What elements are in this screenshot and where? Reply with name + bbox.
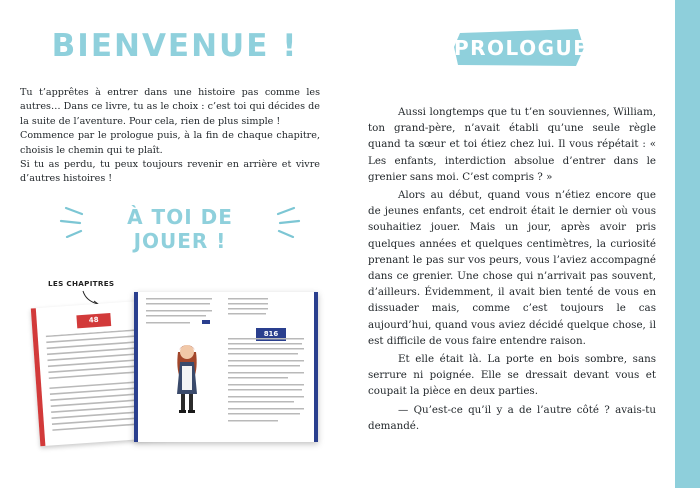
prologue-heading xyxy=(454,29,589,67)
teal-side-strip xyxy=(675,0,700,488)
path-number-tag: 816 xyxy=(256,328,286,341)
prologue-story xyxy=(368,104,656,436)
story-paragraph-3: Et elle était là. La porte en bois sombre, sans serrure ni poignée. Elle se dressait devant vous et coupait la pièce en deux parties. xyxy=(368,353,656,398)
girl-character-illustration xyxy=(170,338,204,418)
intro-paragraph-3: Si tu as perdu, tu peux toujours revenir en arrière et vivre d’autres histoires ! xyxy=(20,159,320,185)
chapter-number-tag: 48 xyxy=(76,313,111,328)
story-paragraph-4: — Qu’est-ce qu’il y a de l’autre côté ? avais-tu demandé. xyxy=(368,403,656,432)
intro-paragraph-1: Tu t’apprêtes à entrer dans une histoire pas comme les autres… Dans ce livre, tu as le choix : c’est toi qui décides de la suite de l’aventure. Pour cela, rien de plus simple ! xyxy=(20,87,320,127)
play-heading xyxy=(58,200,302,253)
story-paragraph-2: Alors au début, quand vous n’étiez encore que de jeunes enfants, cet endroit était le dernier où vous souhaitiez jouer. Mais un jour, après avoir pris quelques années et quelques centimètres, la curiosité prenant le pas sur vos peurs, vous l’aviez accompagné dans ce grenier. Une chose qui n’arrivait pas souvent, d’ailleurs. Évidemment, il avait bien tenté de vous en dissuader mais, comme c’est toujours le cas aujourd’hui, quand vous aviez décidé quelque chose, il est difficile de vous faire entendre raison. xyxy=(368,189,656,347)
chapters-label: LES CHAPITRES xyxy=(48,279,115,288)
left-sparkle-icon xyxy=(58,204,84,238)
right-sparkle-icon xyxy=(276,204,302,238)
prologue-title: PROLOGUE xyxy=(454,36,589,60)
path-page-preview xyxy=(134,292,318,442)
story-paragraph-1: Aussi longtemps que tu t’en souviennes, William, ton grand-père, n’avait établi qu’une seule règle quand ta sœur et toi étiez chez lui. Il vous répétait : « Les enfants, interdiction absolue d’entrer dans le grenier sans moi. C’est compris ? » xyxy=(368,106,656,183)
path-text-lines xyxy=(228,298,306,438)
book-preview-illustration xyxy=(40,292,310,442)
play-title: À TOI DE JOUER ! xyxy=(127,205,233,253)
path-intro-lines xyxy=(146,298,214,328)
welcome-title: BIENVENUE ! xyxy=(51,28,299,64)
intro-paragraph-2: Commence par le prologue puis, à la fin de chaque chapitre, choisis le chemin qui te plaît. xyxy=(20,130,320,156)
intro-text xyxy=(20,86,320,187)
